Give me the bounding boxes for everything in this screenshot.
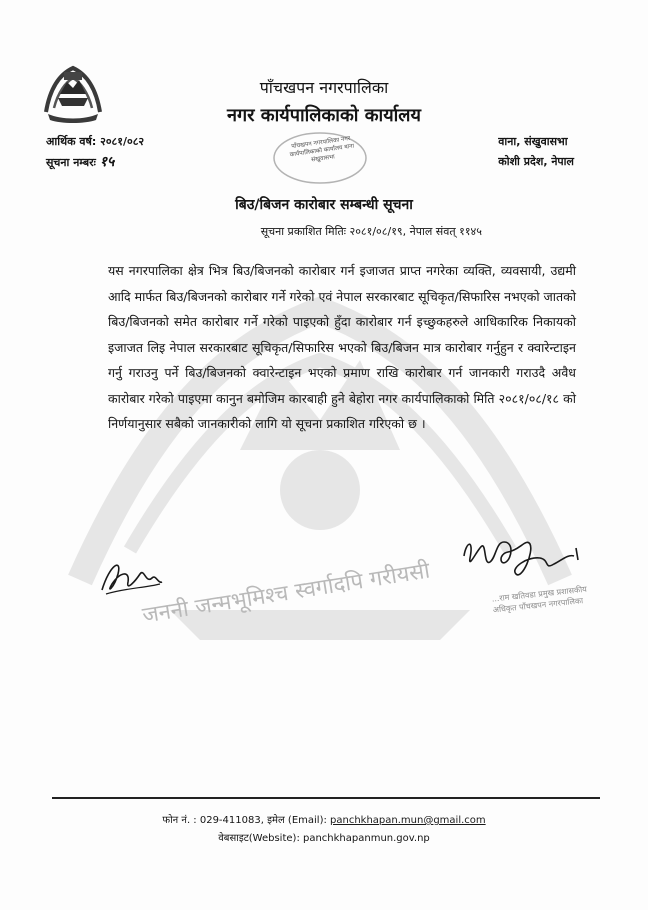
notice-meta-right xyxy=(498,132,574,172)
office-seal-text: पाँचखपन नगरपालिका नगर कार्यपालिकाको कार्यालय वाना संखुवासभा xyxy=(289,134,355,164)
signature-right xyxy=(456,528,586,588)
footer-email-link[interactable]: panchkhapan.mun@gmail.com xyxy=(330,815,486,826)
office-name: नगर कार्यपालिकाको कार्यालय xyxy=(227,105,421,126)
publication-date-text: सूचना प्रकाशित मितिः २०८१/०८/१९, नेपाल संवत् ११४५ xyxy=(260,225,482,238)
notice-title: बिउ/बिजन कारोबार सम्बन्धी सूचना xyxy=(235,197,413,213)
footer-website[interactable]: वेबसाइट(Website): panchkhapanmun.gov.np xyxy=(218,833,430,844)
notice-body: यस नगरपालिका क्षेत्र भित्र बिउ/बिजनको कारोबार गर्न इजाजत प्राप्त नगरेका व्यक्ति, व्यवसायी, उद्यमी आदि मार्फत बिउ/बिजनको कारोबार गर्ने गरेको एवं नेपाल सरकारबाट सूचिकृत/सिफारिस नभएको जातको बिउ/बिजनको समेत कारोबार गर्ने गरेको पाइएको हुँदा कारोबार गर्न इच्छुकहरुले आधिकारिक निकायको इजाजत लिइ नेपाल सरकारबाट सूचिकृत/सिफारिस भएको बिउ/बिजन मात्र कारोबार गर्नुहुन र क्वारेन्टाइन गर्नु गराउनु पर्ने बिउ/बिजनको क्वारेन्टाइन भएको प्रमाण राखि कारोबार गर्न जानकारी गराउदै अवैध कारोबार गरेको पाइएमा कानुन बमोजिम कारबाही हुने बेहोरा नगर कार्यपालिकाको मिति २०८१/०८/१८ को निर्णयानुसार सबैको जानकारीको लागि यो सूचना प्रकाशित गरिएको छ । xyxy=(108,263,577,431)
office-province: कोशी प्रदेश, नेपाल xyxy=(498,155,574,168)
footer-divider xyxy=(52,797,600,799)
notice-number-label: सूचना नम्बरः xyxy=(46,156,96,169)
fiscal-year: आर्थिक वर्ष: २०८१/०८२ xyxy=(46,135,145,148)
notice-meta-left xyxy=(46,132,144,173)
officer-stamp-text: ...राम खतिवडा प्रमुख प्रशासकीय अधिकृत पाँचखपन नगरपालिका xyxy=(491,584,588,615)
municipality-name: पाँचखपन नगरपालिका xyxy=(259,78,389,97)
publication-date xyxy=(0,224,620,239)
footer-phone: फोन नं. : 029-411083, इमेल (Email): xyxy=(162,815,331,826)
watermark-motto: जननी जन्मभूमिश्च स्वर्गादपि गरीयसी xyxy=(140,558,432,629)
signature-left xyxy=(96,544,166,600)
notice-number-row xyxy=(46,152,144,173)
footer-contact-line xyxy=(0,812,648,830)
notice-number-value: १५ xyxy=(99,154,115,170)
office-location: वाना, संखुवासभा xyxy=(498,135,568,148)
footer xyxy=(0,812,648,848)
